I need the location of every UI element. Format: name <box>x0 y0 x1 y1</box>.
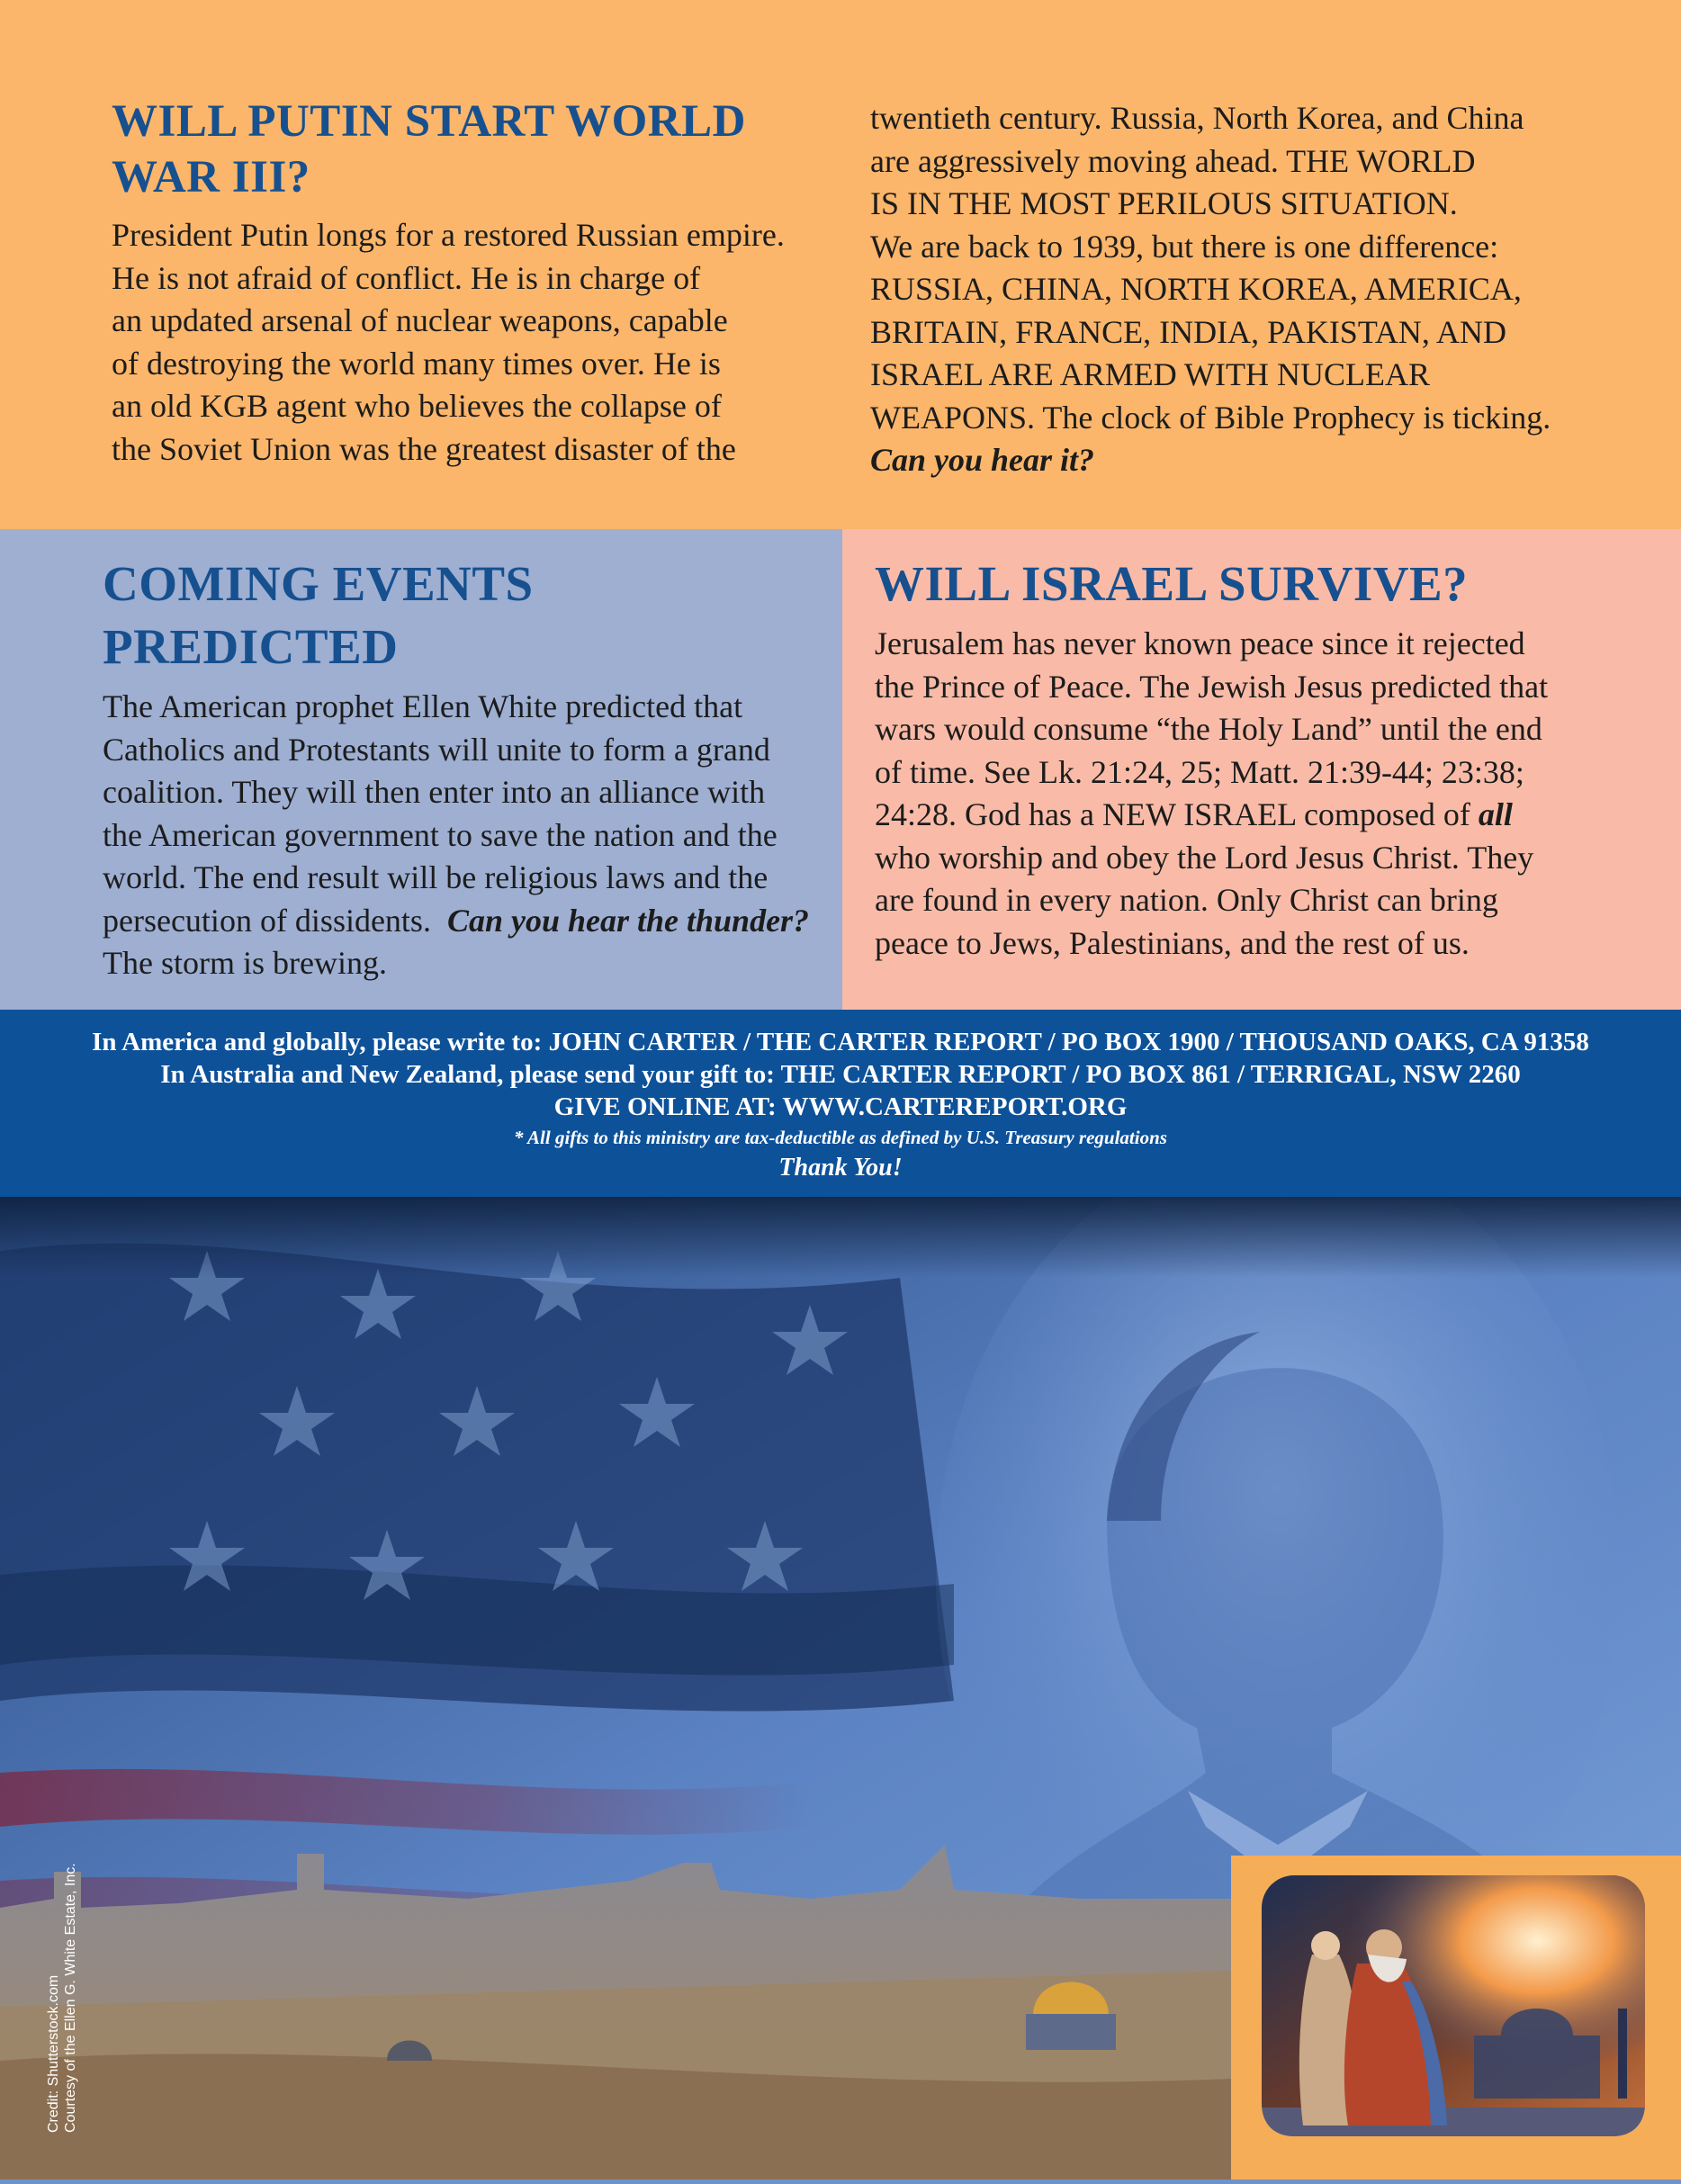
putin-cont-line: BRITAIN, FRANCE, INDIA, PAKISTAN, AND <box>870 313 1506 350</box>
israel-line: Jerusalem has never known peace since it rejected <box>875 625 1525 661</box>
israel-line: of time. See Lk. 21:24, 25; Matt. 21:39-44; 23:38; <box>875 753 1524 790</box>
putin-cont-line: ISRAEL ARE ARMED WITH NUCLEAR <box>870 356 1431 392</box>
credit-line-shutterstock: Credit: Shutterstock.com <box>46 1974 61 2133</box>
putin-cont-line: RUSSIA, CHINA, NORTH KOREA, AMERICA, <box>870 271 1522 307</box>
putin-line: the Soviet Union was the greatest disaster of the <box>112 430 736 467</box>
coming-events-line: coalition. They will then enter into an alliance with <box>103 774 766 810</box>
coming-events-line: the American government to save the nation and the <box>103 816 778 853</box>
coming-events-heading-line1: COMING EVENTS <box>103 556 534 611</box>
coming-events-heading-line2: PREDICTED <box>103 619 399 674</box>
all-emphasis: all <box>1478 796 1513 832</box>
israel-line: are found in every nation. Only Christ can bring <box>875 882 1498 918</box>
putin-line: an old KGB agent who believes the collapse of <box>112 388 722 424</box>
putin-cont-line: IS IN THE MOST PERILOUS SITUATION. <box>870 185 1458 221</box>
banner-give-online: GIVE ONLINE AT: WWW.CARTEREPORT.ORG <box>553 1092 1128 1121</box>
israel-line <box>875 794 1658 837</box>
coming-events-heading <box>103 553 840 679</box>
putin-line: He is not afraid of conflict. He is in charge of <box>112 259 701 296</box>
israel-line5: 24:28. God has a NEW ISRAEL composed of <box>875 796 1479 832</box>
putin-cont-line: are aggressively moving ahead. THE WORLD <box>870 142 1476 179</box>
putin-heading-line1: WILL PUTIN START WORLD <box>112 96 746 147</box>
credit-line-white-estate: Courtesy of the Ellen G. White Estate, Inc. <box>63 1863 78 2133</box>
banner-au-address: In Australia and New Zealand, please send your gift to: THE CARTER REPORT / PO BOX 861 / TERRIGAL, NSW 2260 <box>160 1060 1521 1089</box>
coming-events-line: The storm is brewing. <box>103 945 387 981</box>
putin-cont-line: twentieth century. Russia, North Korea, and China <box>870 100 1524 136</box>
putin-heading <box>112 94 823 205</box>
putin-closing-emphasis: Can you hear it? <box>870 442 1095 478</box>
photo-credit <box>45 1863 79 2133</box>
coming-events-line6: persecution of dissidents. <box>103 902 447 939</box>
inset-panel <box>1231 1856 1681 2180</box>
israel-line: the Prince of Peace. The Jewish Jesus predicted that <box>875 668 1549 705</box>
israel-body <box>875 623 1658 965</box>
israel-article <box>875 553 1658 965</box>
putin-cont-line: We are back to 1939, but there is one difference: <box>870 228 1499 265</box>
coming-events-line: The American prophet Ellen White predicted that <box>103 688 743 724</box>
thunder-emphasis: Can you hear the thunder? <box>446 902 810 939</box>
putin-heading-line2: WAR III? <box>112 152 310 202</box>
putin-article-continued <box>870 97 1644 482</box>
coming-events-line <box>103 900 840 943</box>
inset-painting <box>1231 1856 1681 2180</box>
coming-events-body <box>103 686 840 985</box>
israel-line: who worship and obey the Lord Jesus Christ. They <box>875 839 1534 876</box>
putin-line: an updated arsenal of nuclear weapons, capable <box>112 302 728 338</box>
putin-cont-line: WEAPONS. The clock of Bible Prophecy is ticking. <box>870 399 1551 436</box>
israel-heading: WILL ISRAEL SURVIVE? <box>875 556 1469 611</box>
putin-closing <box>870 439 1644 482</box>
banner-thank-you: Thank You! <box>778 1154 903 1182</box>
putin-article <box>112 94 823 471</box>
banner-us-address: In America and globally, please write to: JOHN CARTER / THE CARTER REPORT / PO BOX 1900 / THOUSAND OAKS, CA 91358 <box>92 1028 1589 1056</box>
israel-line: wars would consume “the Holy Land” until the end <box>875 711 1542 747</box>
putin-body <box>112 214 823 471</box>
israel-line: peace to Jews, Palestinians, and the rest of us. <box>875 924 1470 961</box>
putin-line: of destroying the world many times over. He is <box>112 345 721 382</box>
banner-tax-note: * All gifts to this ministry are tax-deductible as defined by U.S. Treasury regulations <box>514 1127 1167 1148</box>
putin-line: President Putin longs for a restored Russian empire. <box>112 217 785 253</box>
coming-events-line: world. The end result will be religious laws and the <box>103 859 769 895</box>
coming-events-line: Catholics and Protestants will unite to form a grand <box>103 731 770 768</box>
coming-events-article <box>103 553 840 985</box>
